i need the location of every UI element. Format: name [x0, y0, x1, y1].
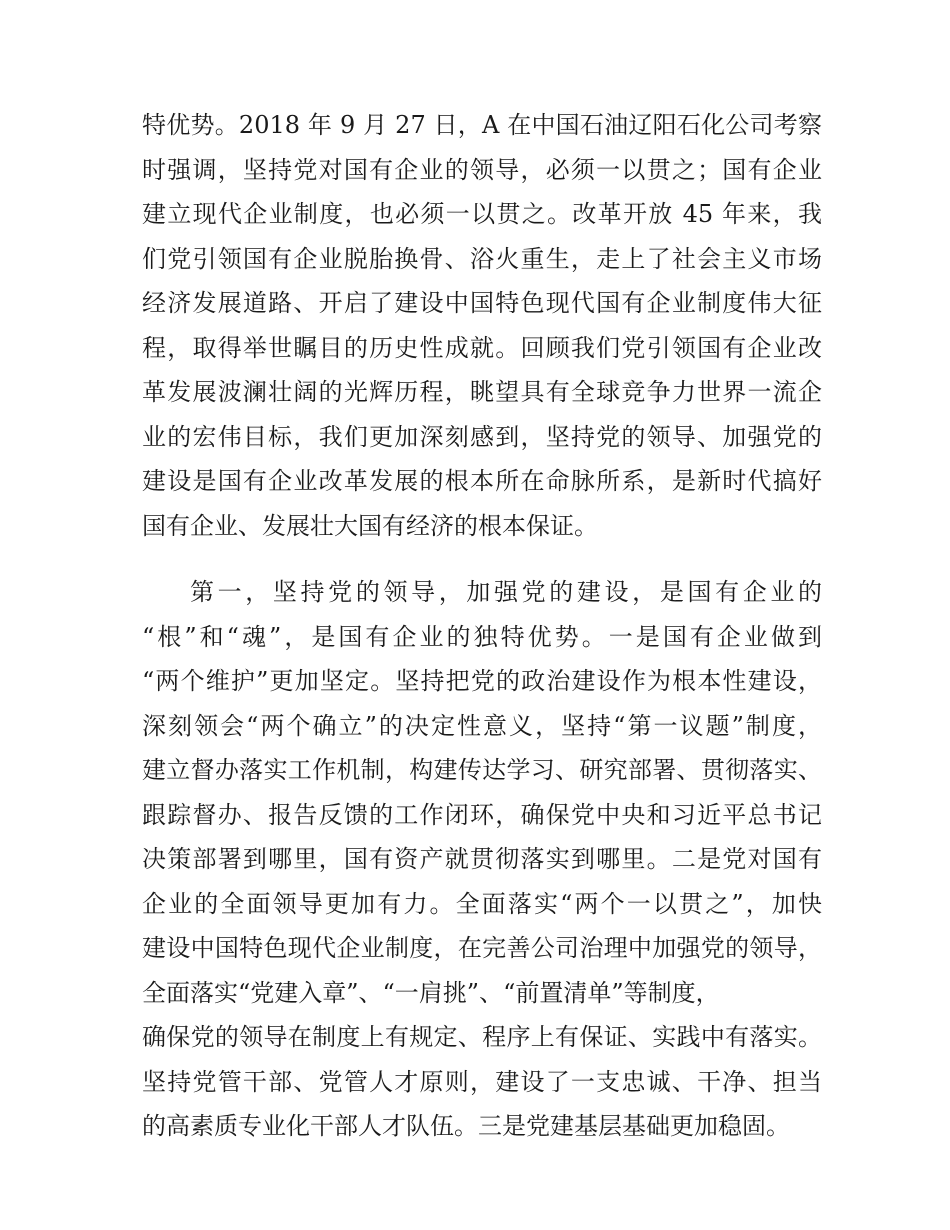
text-line: 确保党的领导在制度上有规定、程序上有保证、实践中有落实。	[142, 1023, 822, 1051]
text-line: 时强调，坚持党对国有企业的领导，必须一以贯之；国有企业	[142, 155, 822, 184]
text-line: 跟踪督办、报告反馈的工作闭环，确保党中央和习近平总书记	[142, 800, 822, 829]
text-line: 第一，坚持党的领导，加强党的建设，是国有企业的	[190, 578, 822, 606]
text-line: 深刻领会“两个确立”的决定性意义，坚持“第一议题”制度，	[142, 711, 822, 740]
text-line: 的高素质专业化干部人才队伍。三是党建基层基础更加稳固。	[142, 1112, 790, 1140]
text-line: 建立现代企业制度，也必须一以贯之。改革开放 45 年来，我	[142, 200, 822, 228]
text-line: 业的宏伟目标，我们更加深刻感到，坚持党的领导、加强党的	[142, 422, 822, 451]
text-line: 坚持党管干部、党管人才原则，建设了一支忠诚、干净、担当	[142, 1067, 822, 1096]
text-line: 建立督办落实工作机制，构建传达学习、研究部署、贯彻落实、	[142, 756, 822, 784]
paragraph-2	[142, 570, 822, 1149]
text-line: 建设中国特色现代企业制度，在完善公司治理中加强党的领导，	[142, 934, 822, 962]
text-line: 全面落实“党建入章”、“一肩挑”、“前置清单”等制度，	[142, 978, 720, 1007]
document-body	[142, 103, 822, 1149]
text-line: 建设是国有企业改革发展的根本所在命脉所系，是新时代搞好	[142, 467, 822, 495]
paragraph-spacer	[142, 548, 822, 570]
text-line: 们党引领国有企业脱胎换骨、浴火重生，走上了社会主义市场	[142, 244, 822, 273]
text-line: 决策部署到哪里，国有资产就贯彻落实到哪里。二是党对国有	[142, 845, 822, 873]
text-line: 革发展波澜壮阔的光辉历程，眺望具有全球竞争力世界一流企	[142, 378, 822, 406]
text-line: 国有企业、发展壮大国有经济的根本保证。	[142, 511, 598, 540]
text-line: “两个维护”更加坚定。坚持把党的政治建设作为根本性建设，	[142, 667, 822, 695]
paragraph-1	[142, 103, 822, 548]
text-line: 经济发展道路、开启了建设中国特色现代国有企业制度伟大征	[142, 289, 822, 317]
text-line: 特优势。2018 年 9 月 27 日，A 在中国石油辽阳石化公司考察	[142, 111, 822, 139]
text-line: “根”和“魂”，是国有企业的独特优势。一是国有企业做到	[142, 622, 822, 651]
text-line: 程，取得举世瞩目的历史性成就。回顾我们党引领国有企业改	[142, 333, 822, 362]
text-line: 企业的全面领导更加有力。全面落实“两个一以贯之”，加快	[142, 889, 822, 918]
